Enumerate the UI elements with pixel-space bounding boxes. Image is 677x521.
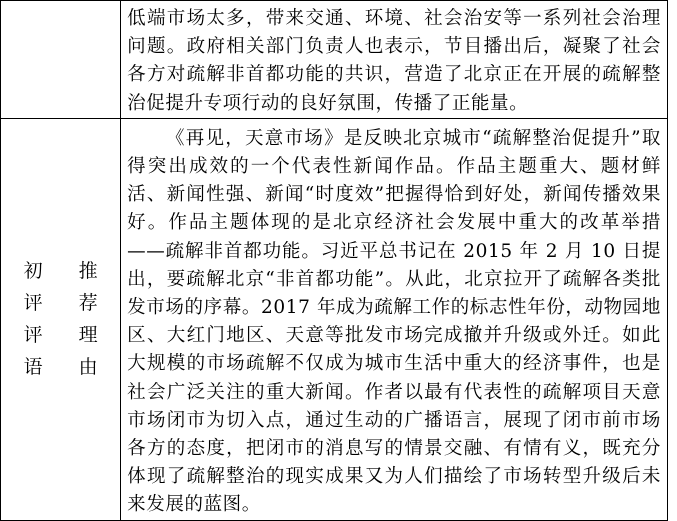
recommendation-label-cell — [1, 118, 121, 520]
continuation-paragraph: 低端市场太多，带来交通、环境、社会治安等一系列社会治理问题。政府相关部门负责人也表示，节目播出后，凝聚了社会各方对疏解非首都功能的共识，营造了北京正在开展的疏解整治促提升专项行动的良好氛围，传播了正能量。 — [127, 8, 661, 114]
table-row-recommendation — [1, 118, 668, 520]
recommendation-label — [1, 257, 120, 381]
label-char: 初 — [23, 260, 43, 283]
label-char: 语 — [23, 356, 43, 379]
empty-label-cell — [1, 1, 121, 119]
label-char: 荐 — [78, 292, 98, 315]
table-row-continuation — [1, 1, 668, 119]
label-char: 评 — [23, 292, 43, 315]
recommendation-paragraph: 《再见，天意市场》是反映北京城市“疏解整治促提升”取得突出成效的一个代表性新闻作品。作品主题重大、题材鲜活、新闻性强、新闻“时度效”把握得恰到好处，新闻传播效果好。作品主题体现的是北京经济社会发展中重大的改革举措——疏解非首都功能。习近平总书记在 2015 年 2 月 10 日提出，要疏解北京“非首都功能”。从此，北京拉开了疏解各类批发市场的序幕。2017 年成为疏解工作的标志性年份，动物园地区、大红门地区、天意等批发市场完成撤并升级或外迁。如此大规模的市场疏解不仅成为城市生活中重大的经济事件，也是社会广泛关注的重大新闻。作者以最有代表性的疏解项目天意市场闭市为切入点，通过生动的广播语言，展现了闭市前市场各方的态度，把闭市的消息写的情景交融、有情有义，既充分体现了疏解整治的现实成果又为人们描绘了市场转型升级后未来发展的蓝图。 — [127, 127, 661, 516]
label-char: 评 — [23, 324, 43, 347]
continuation-text-cell — [121, 1, 668, 119]
recommendation-text-cell — [121, 118, 668, 520]
label-char: 理 — [78, 324, 98, 347]
label-char: 由 — [78, 356, 98, 379]
label-char: 推 — [78, 260, 98, 283]
